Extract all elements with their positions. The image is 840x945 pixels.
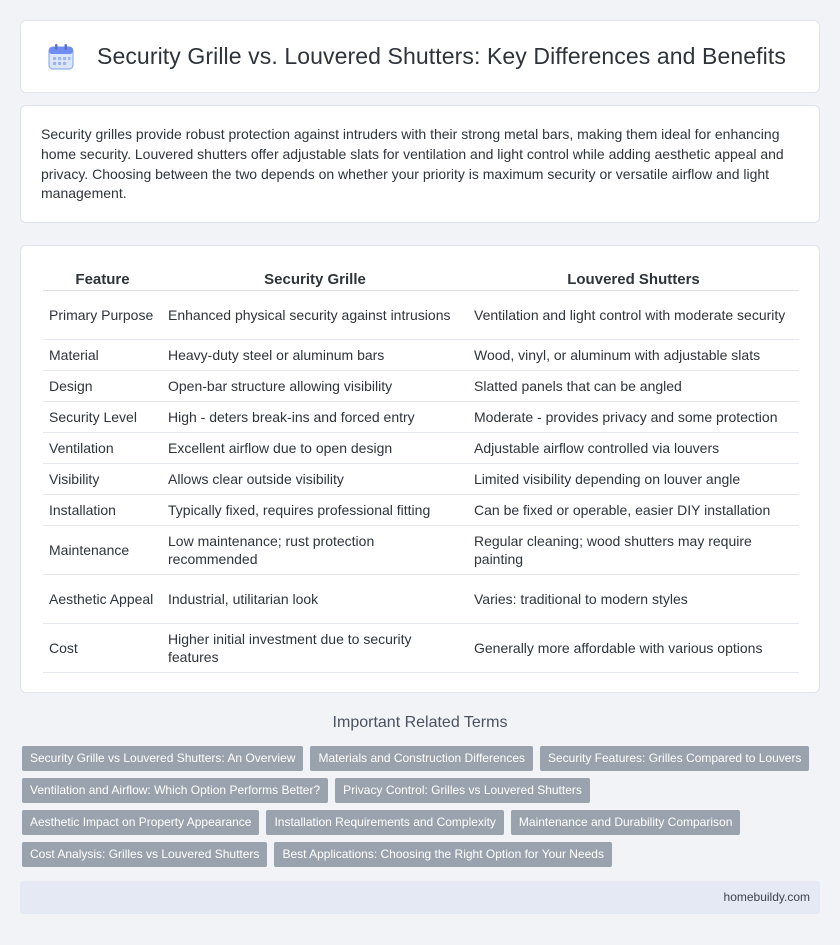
louvered-shutters-cell: Ventilation and light control with moderate security [468, 290, 799, 339]
louvered-shutters-cell: Limited visibility depending on louver angle [468, 463, 799, 494]
calendar-icon [47, 43, 75, 71]
feature-cell: Primary Purpose [43, 290, 162, 339]
louvered-shutters-cell: Generally more affordable with various options [468, 623, 799, 672]
louvered-shutters-cell: Can be fixed or operable, easier DIY installation [468, 494, 799, 525]
table-row [43, 525, 799, 574]
related-term-tag[interactable]: Materials and Construction Differences [310, 746, 533, 771]
feature-cell: Security Level [43, 401, 162, 432]
table-row [43, 494, 799, 525]
feature-cell: Design [43, 370, 162, 401]
table-header-row [43, 266, 799, 290]
related-term-tag[interactable]: Best Applications: Choosing the Right Option for Your Needs [274, 842, 612, 867]
security-grille-cell: Industrial, utilitarian look [162, 574, 468, 623]
related-terms-title: Important Related Terms [332, 714, 508, 731]
table-row [43, 432, 799, 463]
security-grille-cell: Low maintenance; rust protection recommended [162, 525, 468, 574]
column-header-feature: Feature [43, 266, 162, 290]
related-term-tag[interactable]: Cost Analysis: Grilles vs Louvered Shutters [22, 842, 267, 867]
louvered-shutters-cell: Regular cleaning; wood shutters may require painting [468, 525, 799, 574]
column-header-louvered-shutters: Louvered Shutters [468, 266, 799, 290]
column-header-security-grille: Security Grille [162, 266, 468, 290]
comparison-table-card [20, 245, 820, 693]
related-term-tag[interactable]: Security Grille vs Louvered Shutters: An Overview [22, 746, 303, 771]
security-grille-cell: High - deters break-ins and forced entry [162, 401, 468, 432]
louvered-shutters-cell: Varies: traditional to modern styles [468, 574, 799, 623]
security-grille-cell: Excellent airflow due to open design [162, 432, 468, 463]
feature-cell: Cost [43, 623, 162, 672]
header-card [20, 20, 820, 93]
security-grille-cell: Higher initial investment due to security features [162, 623, 468, 672]
feature-cell: Material [43, 339, 162, 370]
louvered-shutters-cell: Moderate - provides privacy and some protection [468, 401, 799, 432]
intro-paragraph: Security grilles provide robust protection against intruders with their strong metal bars, making them ideal for enhancing home security. Louvered shutters offer adjustable slats for ventilation and light control while adding aesthetic appeal and privacy. Choosing between the two depends on whether your priority is maximum security or versatile airflow and light management. [41, 126, 784, 202]
footer-site-link[interactable]: homebuildy.com [723, 890, 810, 904]
page-title: Security Grille vs. Louvered Shutters: Key Differences and Benefits [97, 43, 786, 69]
related-term-tag[interactable]: Installation Requirements and Complexity [266, 810, 503, 835]
feature-cell: Maintenance [43, 525, 162, 574]
related-term-tag[interactable]: Security Features: Grilles Compared to Louvers [540, 746, 809, 771]
table-row [43, 574, 799, 623]
table-row [43, 401, 799, 432]
feature-cell: Aesthetic Appeal [43, 574, 162, 623]
intro-card [20, 105, 820, 223]
table-row [43, 339, 799, 370]
louvered-shutters-cell: Wood, vinyl, or aluminum with adjustable slats [468, 339, 799, 370]
security-grille-cell: Open-bar structure allowing visibility [162, 370, 468, 401]
related-term-tag[interactable]: Privacy Control: Grilles vs Louvered Shutters [335, 778, 590, 803]
feature-cell: Installation [43, 494, 162, 525]
feature-cell: Visibility [43, 463, 162, 494]
related-term-tag[interactable]: Maintenance and Durability Comparison [511, 810, 740, 835]
louvered-shutters-cell: Slatted panels that can be angled [468, 370, 799, 401]
security-grille-cell: Heavy-duty steel or aluminum bars [162, 339, 468, 370]
security-grille-cell: Enhanced physical security against intrusions [162, 290, 468, 339]
footer [20, 881, 820, 914]
related-term-tag[interactable]: Aesthetic Impact on Property Appearance [22, 810, 259, 835]
related-term-tag[interactable]: Ventilation and Airflow: Which Option Performs Better? [22, 778, 328, 803]
comparison-table [43, 266, 799, 673]
security-grille-cell: Typically fixed, requires professional fitting [162, 494, 468, 525]
table-row [43, 290, 799, 339]
table-row [43, 463, 799, 494]
louvered-shutters-cell: Adjustable airflow controlled via louvers [468, 432, 799, 463]
related-terms-list [22, 746, 822, 874]
table-row [43, 370, 799, 401]
feature-cell: Ventilation [43, 432, 162, 463]
table-row [43, 623, 799, 672]
security-grille-cell: Allows clear outside visibility [162, 463, 468, 494]
